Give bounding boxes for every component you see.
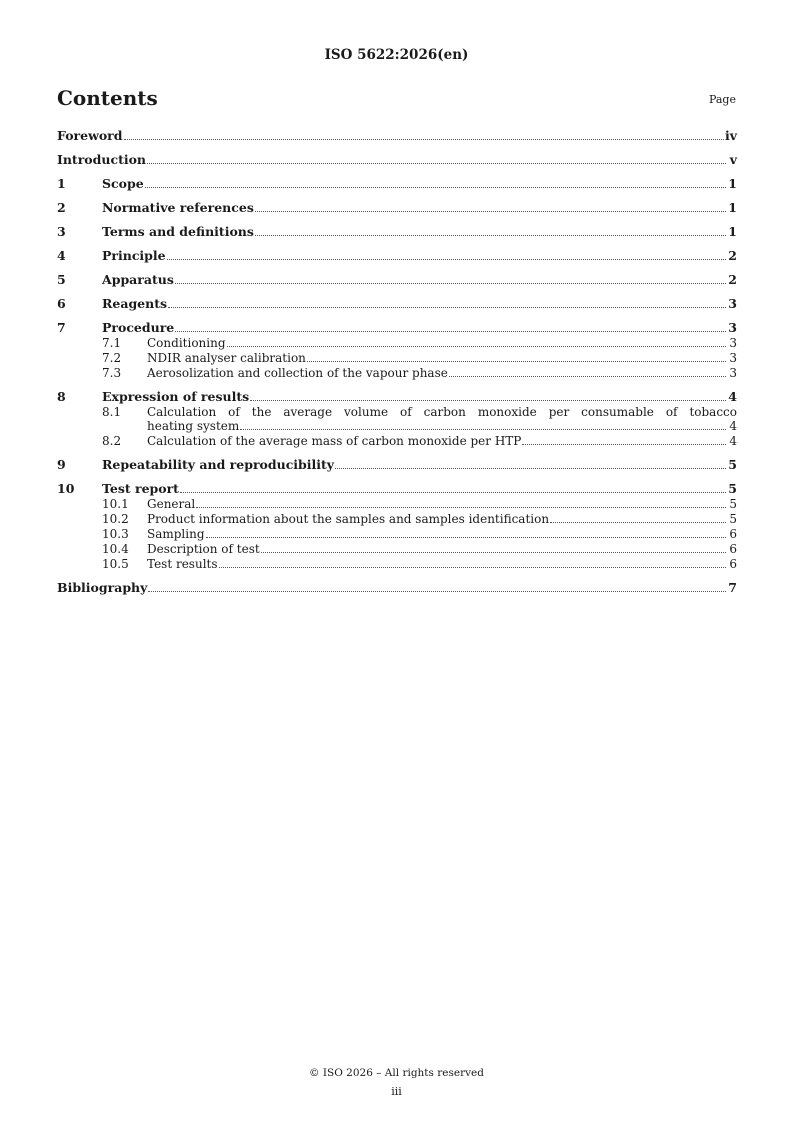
toc-entry-page: 3 <box>728 296 737 311</box>
toc-entry-title: NDIR analyser calibration <box>147 351 306 365</box>
toc-entry[interactable] <box>57 457 737 472</box>
toc-entry-number: 9 <box>57 457 66 472</box>
page-column-label: Page <box>708 93 736 106</box>
toc-entry[interactable] <box>57 200 737 215</box>
toc-entry-number: 7.1 <box>102 336 122 350</box>
toc-entry-title: Expression of results <box>102 389 250 404</box>
toc-entry-title: Introduction <box>57 152 147 167</box>
toc-entry-number: 4 <box>57 248 66 263</box>
toc-entry-page: 2 <box>728 272 737 287</box>
toc-entry-page: 6 <box>729 542 737 556</box>
toc-entry-number: 3 <box>57 224 66 239</box>
toc-entry-title: Terms and definitions <box>102 224 254 239</box>
toc-entry-number: 8 <box>57 389 66 404</box>
toc-entry-number: 8.1 <box>102 405 122 419</box>
toc-entry-page: 3 <box>729 351 737 365</box>
toc-entry-number: 10.4 <box>102 542 129 556</box>
toc-entry-title: Description of test <box>147 542 260 556</box>
table-of-contents <box>57 128 737 595</box>
toc-entry[interactable] <box>57 527 737 541</box>
toc-entry[interactable] <box>57 580 737 595</box>
dot-leader <box>175 282 726 284</box>
toc-entry-page: 4 <box>728 389 737 404</box>
toc-entry-page: 5 <box>728 481 737 496</box>
toc-entry[interactable] <box>57 152 737 167</box>
toc-entry-title: Calculation of the average mass of carbon monoxide per HTP <box>147 434 522 448</box>
toc-entry-title: Conditioning <box>147 336 226 350</box>
toc-entry-title: Test report <box>102 481 179 496</box>
toc-entry[interactable] <box>57 224 737 239</box>
toc-entry-title: Product information about the samples and samples identification <box>147 512 550 526</box>
toc-entry-page: 3 <box>729 366 737 380</box>
copyright-notice: © ISO 2026 – All rights reserved <box>309 1067 484 1079</box>
toc-entry[interactable] <box>57 248 737 263</box>
dot-leader <box>219 566 726 568</box>
toc-entry[interactable] <box>57 389 737 404</box>
toc-entry[interactable] <box>57 128 737 143</box>
toc-entry-title: Aerosolization and collection of the vapour phase <box>147 366 448 380</box>
document-header: ISO 5622:2026(en) <box>324 47 469 63</box>
toc-entry-page: 5 <box>729 512 737 526</box>
dot-leader <box>196 506 726 508</box>
toc-entry-page: 3 <box>728 320 737 335</box>
toc-entry-page: 5 <box>728 457 737 472</box>
toc-entry-title: Sampling <box>147 527 205 541</box>
dot-leader <box>250 399 726 401</box>
toc-entry-title: Test results <box>147 557 218 571</box>
dot-leader <box>227 345 726 347</box>
toc-entry-page: 3 <box>729 336 737 350</box>
dot-leader <box>167 258 726 260</box>
toc-entry[interactable] <box>57 481 737 496</box>
toc-entry-number: 7.2 <box>102 351 122 365</box>
toc-entry-page: 4 <box>729 434 737 448</box>
dot-leader <box>145 186 726 188</box>
toc-entry-page: iv <box>724 128 737 143</box>
dot-leader <box>206 536 726 538</box>
toc-entry[interactable] <box>57 434 737 448</box>
toc-entry-page: 6 <box>729 527 737 541</box>
dot-leader <box>307 360 726 362</box>
dot-leader <box>240 428 726 430</box>
toc-entry-number: 10.2 <box>102 512 129 526</box>
toc-entry-title: Apparatus <box>102 272 174 287</box>
toc-entry-page: 5 <box>729 497 737 511</box>
dot-leader <box>180 491 726 493</box>
toc-entry-page: 1 <box>728 176 737 191</box>
toc-entry[interactable] <box>57 405 737 433</box>
toc-entry[interactable] <box>57 366 737 380</box>
toc-entry-number: 10.1 <box>102 497 129 511</box>
dot-leader <box>550 521 726 523</box>
toc-entry-title: Normative references <box>102 200 254 215</box>
toc-entry-number: 7.3 <box>102 366 122 380</box>
toc-entry-title-continued: heating system <box>147 419 240 433</box>
toc-entry[interactable] <box>57 176 737 191</box>
dot-leader <box>449 375 726 377</box>
toc-entry[interactable] <box>57 542 737 556</box>
toc-entry-title: Foreword <box>57 128 123 143</box>
toc-entry-title: Scope <box>102 176 144 191</box>
contents-title: Contents <box>57 86 158 110</box>
dot-leader <box>261 551 726 553</box>
toc-entry-number: 8.2 <box>102 434 122 448</box>
toc-entry-number: 10 <box>57 481 75 496</box>
toc-entry-number: 6 <box>57 296 66 311</box>
toc-entry[interactable] <box>57 512 737 526</box>
toc-entry[interactable] <box>57 336 737 350</box>
toc-entry[interactable] <box>57 320 737 335</box>
toc-entry[interactable] <box>57 557 737 571</box>
toc-entry-page: 7 <box>728 580 737 595</box>
toc-entry-title: Reagents <box>102 296 168 311</box>
page-number: iii <box>391 1085 402 1098</box>
dot-leader <box>255 234 726 236</box>
toc-entry-title: General <box>147 497 196 511</box>
toc-entry-page: 2 <box>728 248 737 263</box>
toc-entry-title: Calculation of the average volume of carbon monoxide per consumable of tobacco <box>147 405 737 419</box>
toc-entry-number: 5 <box>57 272 66 287</box>
dot-leader <box>335 467 726 469</box>
toc-entry-page: 1 <box>728 200 737 215</box>
dot-leader <box>175 330 726 332</box>
toc-entry-title: Procedure <box>102 320 175 335</box>
toc-entry-page: 4 <box>729 419 737 433</box>
toc-entry-number: 7 <box>57 320 66 335</box>
toc-entry-title: Repeatability and reproducibility <box>102 457 335 472</box>
toc-entry-title: Bibliography <box>57 580 148 595</box>
dot-leader <box>522 443 726 445</box>
dot-leader <box>168 306 726 308</box>
dot-leader <box>147 162 726 164</box>
toc-entry-page: v <box>729 152 737 167</box>
toc-entry[interactable] <box>57 497 737 511</box>
dot-leader <box>255 210 726 212</box>
dot-leader <box>148 590 726 592</box>
toc-entry-page: 1 <box>728 224 737 239</box>
toc-entry-title: Principle <box>102 248 166 263</box>
toc-entry[interactable] <box>57 296 737 311</box>
toc-entry-number: 10.3 <box>102 527 129 541</box>
dot-leader <box>124 138 724 140</box>
toc-entry-number: 2 <box>57 200 66 215</box>
toc-entry[interactable] <box>57 272 737 287</box>
toc-entry[interactable] <box>57 351 737 365</box>
toc-entry-number: 10.5 <box>102 557 129 571</box>
toc-entry-number: 1 <box>57 176 66 191</box>
toc-entry-page: 6 <box>729 557 737 571</box>
